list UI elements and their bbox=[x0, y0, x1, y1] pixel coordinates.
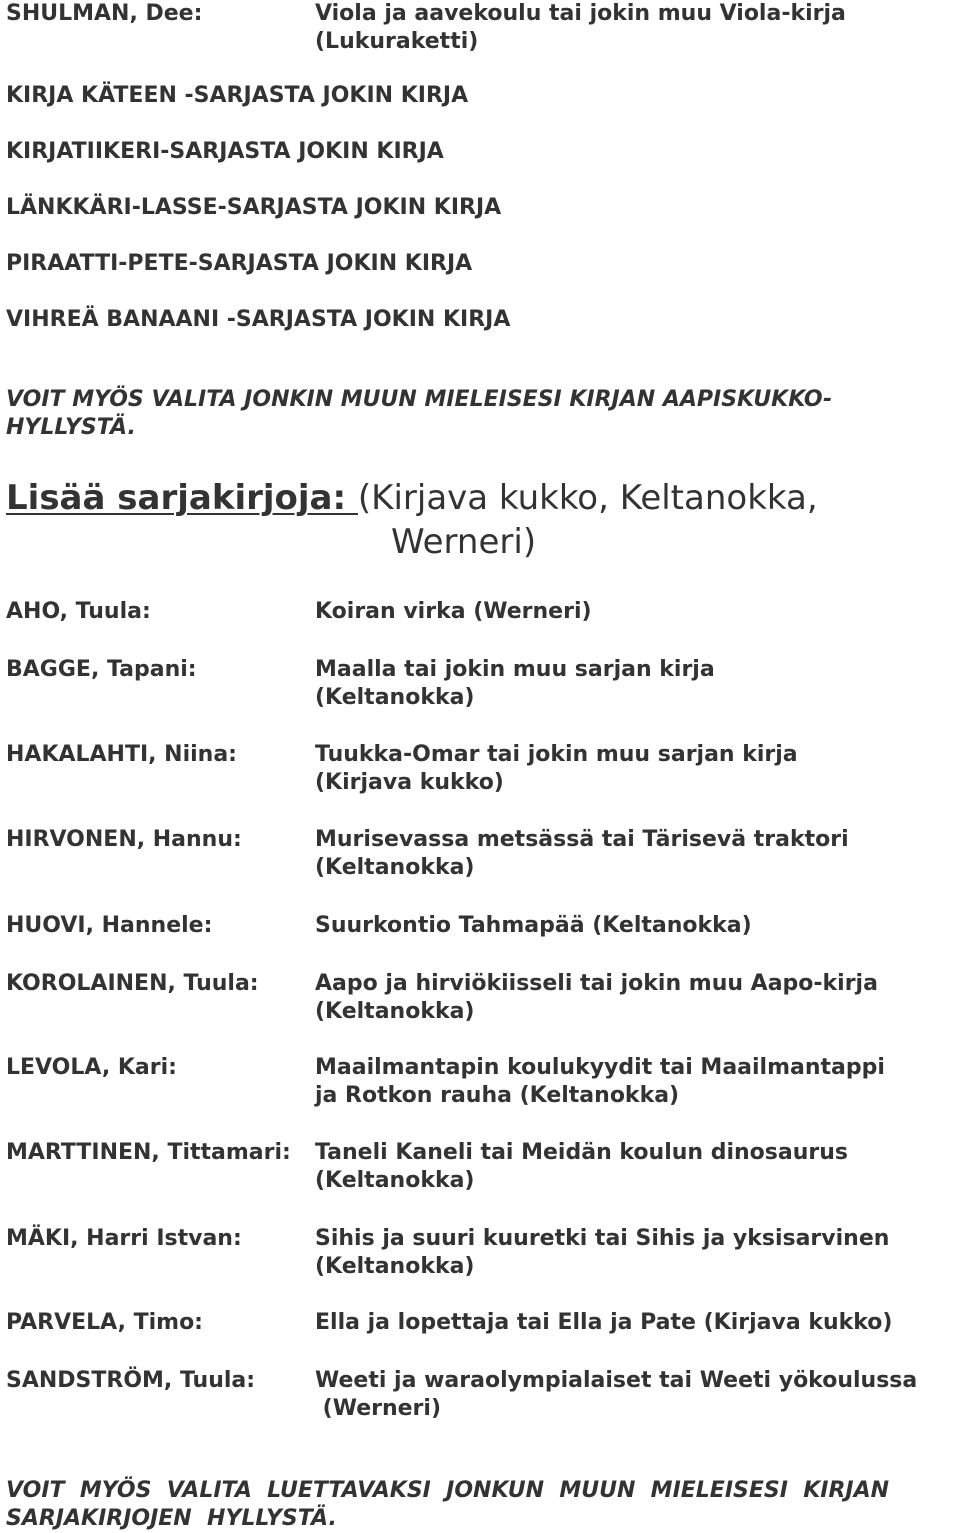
book-title-line: Aapo ja hirviökiisseli tai jokin muu Aapo-kirja bbox=[315, 971, 878, 996]
heading-title: Lisää sarjakirjoja: bbox=[6, 478, 358, 518]
book-title-line: Taneli Kaneli tai Meidän koulun dinosaurus bbox=[315, 1140, 849, 1165]
note-aapiskukko bbox=[6, 386, 956, 442]
section-heading bbox=[6, 476, 956, 564]
author-aho: AHO, Tuula: bbox=[6, 599, 151, 624]
author-sandstrom: SANDSTRÖM, Tuula: bbox=[6, 1368, 256, 1393]
book-series-line: (Werneri) bbox=[315, 1396, 441, 1421]
book-title-line: Koiran virka (Werneri) bbox=[315, 599, 592, 624]
note-line: VOIT MYÖS VALITA LUETTAVAKSI JONKUN MUUN MIELEISESI KIRJAN bbox=[6, 1478, 890, 1503]
heading-subtitle-line1: (Kirjava kukko, Keltanokka, bbox=[357, 478, 818, 518]
book-title-line: Suurkontio Tahmapää (Keltanokka) bbox=[315, 913, 752, 938]
book-series-line: (Lukuraketti) bbox=[315, 29, 479, 54]
author-huovi: HUOVI, Hannele: bbox=[6, 913, 213, 938]
author-korolainen: KOROLAINEN, Tuula: bbox=[6, 971, 259, 996]
author-levola: LEVOLA, Kari: bbox=[6, 1055, 177, 1080]
author-bagge: BAGGE, Tapani: bbox=[6, 657, 197, 682]
book-levola bbox=[315, 1054, 955, 1110]
book-hirvonen bbox=[315, 826, 955, 882]
book-series-line: (Keltanokka) bbox=[315, 999, 475, 1024]
author-maki: MÄKI, Harri Istvan: bbox=[6, 1226, 242, 1251]
book-maki bbox=[315, 1225, 955, 1281]
series-line: LÄNKKÄRI-LASSE-SARJASTA JOKIN KIRJA bbox=[6, 195, 502, 220]
book-series-line: (Keltanokka) bbox=[315, 855, 475, 880]
book-title-line: Maailmantapin koulukyydit tai Maailmantappi bbox=[315, 1055, 885, 1080]
series-line: KIRJATIIKERI-SARJASTA JOKIN KIRJA bbox=[6, 139, 444, 164]
note-line: VOIT MYÖS VALITA JONKIN MUUN MIELEISESI KIRJAN AAPISKUKKO- bbox=[6, 387, 833, 412]
book-sandstrom bbox=[315, 1367, 955, 1423]
author-parvela: PARVELA, Timo: bbox=[6, 1310, 203, 1335]
author-hakalahti: HAKALAHTI, Niina: bbox=[6, 742, 237, 767]
book-series-line: (Kirjava kukko) bbox=[315, 770, 504, 795]
book-title-line: Weeti ja waraolympialaiset tai Weeti yökoulussa bbox=[315, 1368, 918, 1393]
author-marttinen: MARTTINEN, Tittamari: bbox=[6, 1140, 291, 1165]
book-title-line: Maalla tai jokin muu sarjan kirja bbox=[315, 657, 715, 682]
book-title-line: Murisevassa metsässä tai Tärisevä traktori bbox=[315, 827, 849, 852]
series-line: VIHREÄ BANAANI -SARJASTA JOKIN KIRJA bbox=[6, 307, 511, 332]
book-series-line: (Keltanokka) bbox=[315, 685, 475, 710]
author-shulman: SHULMAN, Dee: bbox=[6, 1, 203, 26]
book-huovi bbox=[315, 912, 955, 940]
book-title-line: Ella ja lopettaja tai Ella ja Pate (Kirjava kukko) bbox=[315, 1310, 893, 1335]
book-bagge bbox=[315, 656, 955, 712]
author-hirvonen: HIRVONEN, Hannu: bbox=[6, 827, 242, 852]
book-shulman bbox=[315, 0, 955, 56]
series-line: KIRJA KÄTEEN -SARJASTA JOKIN KIRJA bbox=[6, 83, 469, 108]
book-parvela bbox=[315, 1309, 955, 1337]
note-line: SARJAKIRJOJEN HYLLYSTÄ. bbox=[6, 1506, 337, 1531]
book-korolainen bbox=[315, 970, 955, 1026]
heading-subtitle-line2: Werneri) bbox=[391, 522, 537, 562]
book-hakalahti bbox=[315, 741, 955, 797]
note-line: HYLLYSTÄ. bbox=[6, 415, 136, 440]
book-marttinen bbox=[315, 1139, 955, 1195]
book-aho bbox=[315, 598, 955, 626]
book-series-line: ja Rotkon rauha (Keltanokka) bbox=[315, 1083, 680, 1108]
note-sarjakirjat bbox=[6, 1477, 956, 1533]
book-title-line: Sihis ja suuri kuuretki tai Sihis ja yksisarvinen bbox=[315, 1226, 890, 1251]
book-title-line: Tuukka-Omar tai jokin muu sarjan kirja bbox=[315, 742, 798, 767]
series-line: PIRAATTI-PETE-SARJASTA JOKIN KIRJA bbox=[6, 251, 473, 276]
book-series-line: (Keltanokka) bbox=[315, 1168, 475, 1193]
book-series-line: (Keltanokka) bbox=[315, 1254, 475, 1279]
book-title-line: Viola ja aavekoulu tai jokin muu Viola-kirja bbox=[315, 1, 846, 26]
